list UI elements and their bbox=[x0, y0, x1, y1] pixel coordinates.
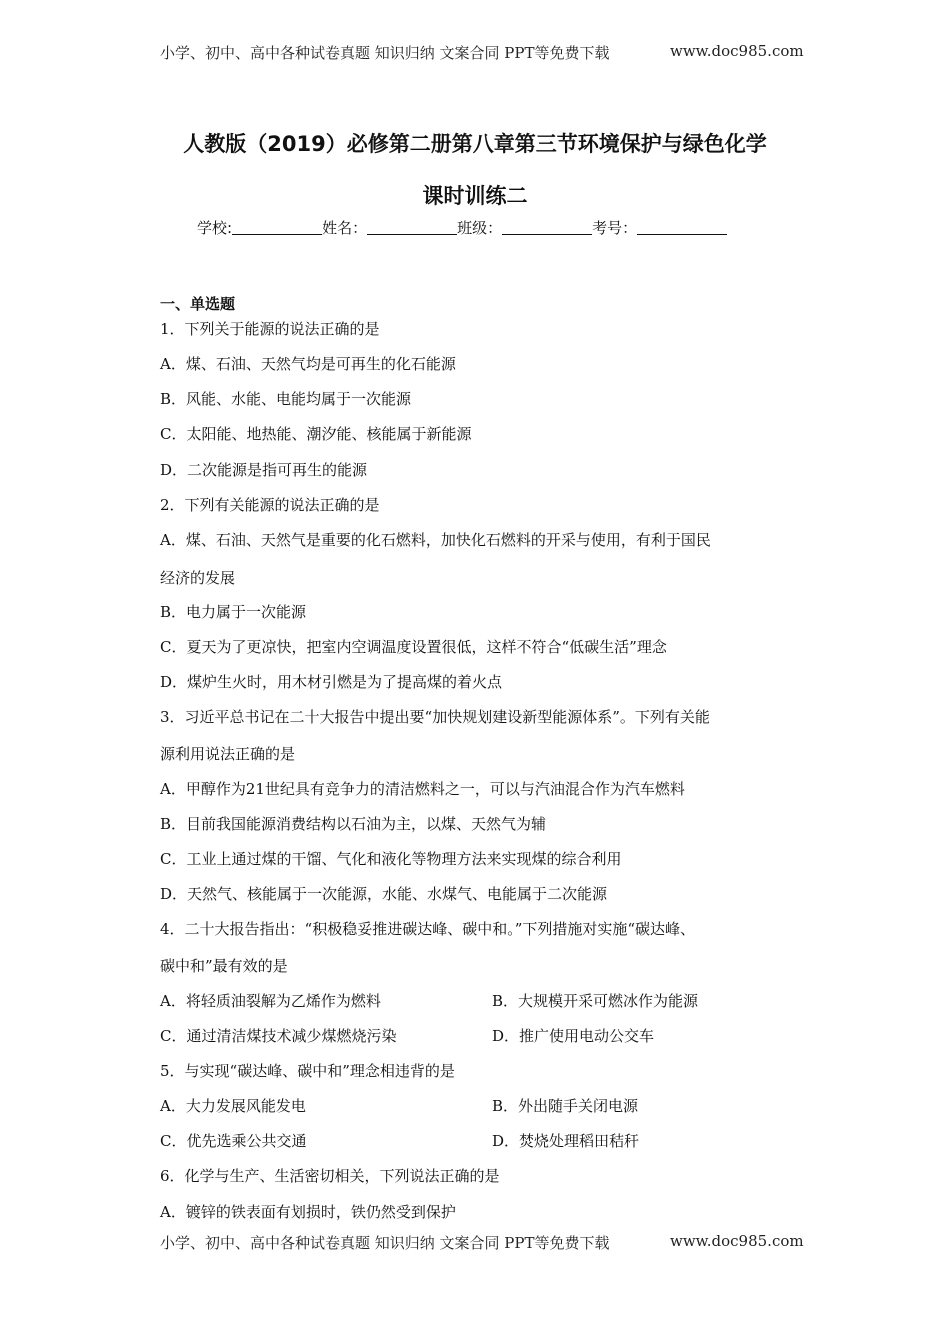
footer-banner-text: 小学、初中、高中各种试卷真题 知识归纳 文案合同 PPT等免费下载 bbox=[160, 1234, 610, 1252]
q5-option-a: A．大力发展风能发电 bbox=[160, 1097, 306, 1115]
header-banner bbox=[160, 42, 804, 63]
banner-url[interactable]: www.doc985.com bbox=[670, 42, 804, 60]
q2-option-a-line1: A．煤、石油、天然气是重要的化石燃料，加快化石燃料的开采与使用，有利于国民 bbox=[160, 531, 711, 549]
q3-option-b: B．目前我国能源消费结构以石油为主，以煤、天然气为辅 bbox=[160, 815, 547, 833]
q5-option-c: C．优先选乘公共交通 bbox=[160, 1132, 307, 1150]
q1-option-a: A．煤、石油、天然气均是可再生的化石能源 bbox=[160, 355, 456, 373]
footer-banner bbox=[160, 1232, 804, 1253]
section-heading: 一、单选题 bbox=[160, 295, 236, 313]
q4-stem-line1: 4．二十大报告指出：“积极稳妥推进碳达峰、碳中和。”下列措施对实施“碳达峰、 bbox=[160, 920, 696, 938]
exam-no-label: 考号： bbox=[592, 219, 638, 237]
q4-option-c: C．通过清洁煤技术减少煤燃烧污染 bbox=[160, 1027, 397, 1045]
q6-option-a: A．镀锌的铁表面有划损时，铁仍然受到保护 bbox=[160, 1203, 456, 1221]
q2-option-b: B．电力属于一次能源 bbox=[160, 603, 307, 621]
exam-no-blank[interactable] bbox=[637, 220, 727, 235]
school-label: 学校: bbox=[197, 219, 233, 237]
q1-option-b: B．风能、水能、电能均属于一次能源 bbox=[160, 390, 412, 408]
q3-option-d: D．天然气、核能属于一次能源，水能、水煤气、电能属于二次能源 bbox=[160, 885, 608, 903]
class-blank[interactable] bbox=[502, 220, 592, 235]
q4-option-d: D．推广使用电动公交车 bbox=[492, 1027, 655, 1045]
q4-option-b: B．大规模开采可燃冰作为能源 bbox=[492, 992, 699, 1010]
school-blank[interactable] bbox=[232, 220, 322, 235]
name-blank[interactable] bbox=[367, 220, 457, 235]
q2-stem: 2．下列有关能源的说法正确的是 bbox=[160, 496, 380, 514]
q4-option-a: A．将轻质油裂解为乙烯作为燃料 bbox=[160, 992, 381, 1010]
q3-stem-line2: 源利用说法正确的是 bbox=[160, 745, 296, 763]
q2-option-c: C．夏天为了更凉快，把室内空调温度设置很低，这样不符合“低碳生活”理念 bbox=[160, 638, 667, 656]
banner-text: 小学、初中、高中各种试卷真题 知识归纳 文案合同 PPT等免费下载 bbox=[160, 44, 610, 62]
q2-option-d: D．煤炉生火时，用木材引燃是为了提高煤的着火点 bbox=[160, 673, 503, 691]
footer-banner-url[interactable]: www.doc985.com bbox=[670, 1232, 804, 1250]
q5-stem: 5．与实现“碳达峰、碳中和”理念相违背的是 bbox=[160, 1062, 455, 1080]
q1-stem: 1．下列关于能源的说法正确的是 bbox=[160, 320, 380, 338]
student-info-row bbox=[197, 217, 727, 238]
doc-title-line2: 课时训练二 bbox=[422, 184, 528, 208]
name-label: 姓名： bbox=[322, 219, 368, 237]
class-label: 班级： bbox=[457, 219, 503, 237]
q4-stem-line2: 碳中和”最有效的是 bbox=[160, 957, 288, 975]
doc-title-line1: 人教版（2019）必修第二册第八章第三节环境保护与绿色化学 bbox=[183, 132, 767, 156]
q1-option-c: C．太阳能、地热能、潮汐能、核能属于新能源 bbox=[160, 425, 472, 443]
q3-option-a: A．甲醇作为21世纪具有竞争力的清洁燃料之一，可以与汽油混合作为汽车燃料 bbox=[160, 780, 685, 798]
q5-option-b: B．外出随手关闭电源 bbox=[492, 1097, 639, 1115]
q3-stem-line1: 3．习近平总书记在二十大报告中提出要“加快规划建设新型能源体系”。下列有关能 bbox=[160, 708, 710, 726]
q1-option-d: D．二次能源是指可再生的能源 bbox=[160, 461, 368, 479]
q3-option-c: C．工业上通过煤的干馏、气化和液化等物理方法来实现煤的综合利用 bbox=[160, 850, 622, 868]
q2-option-a-line2: 经济的发展 bbox=[160, 569, 236, 587]
q5-option-d: D．焚烧处理稻田秸秆 bbox=[492, 1132, 640, 1150]
q6-stem: 6．化学与生产、生活密切相关，下列说法正确的是 bbox=[160, 1167, 500, 1185]
